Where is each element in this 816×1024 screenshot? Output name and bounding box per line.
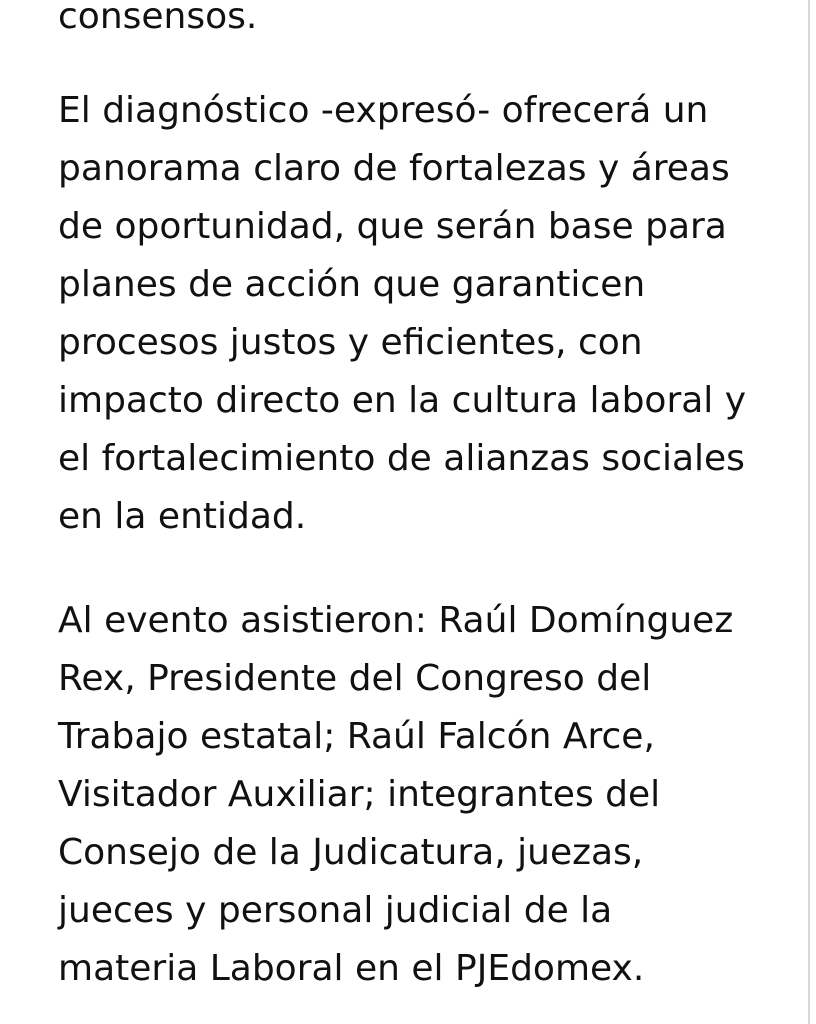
paragraph-line: Rex, Presidente del Congreso del — [58, 658, 652, 699]
paragraph-line: Al evento asistieron: Raúl Domínguez — [58, 600, 734, 641]
paragraph-line: materia Laboral en el PJEdomex. — [58, 948, 645, 989]
page-edge-divider — [808, 0, 810, 1024]
paragraph-line: consensos. — [58, 0, 258, 37]
paragraph-consensos — [58, 0, 257, 46]
paragraph-line: Consejo de la Judicatura, juezas, — [58, 832, 644, 873]
paragraph-line: planes de acción que garanticen — [58, 264, 646, 305]
paragraph-line: procesos justos y eficientes, con — [58, 322, 643, 363]
paragraph-line: El diagnóstico -expresó- ofrecerá un — [58, 90, 709, 131]
paragraph-line: impacto directo en la cultura laboral y — [58, 380, 747, 421]
paragraph-line: el fortalecimiento de alianzas sociales — [58, 438, 745, 479]
paragraph-line: en la entidad. — [58, 496, 307, 537]
paragraph-diagnostico — [58, 82, 746, 546]
paragraph-line: Visitador Auxiliar; integrantes del — [58, 774, 661, 815]
paragraph-line: panorama claro de fortalezas y áreas — [58, 148, 730, 189]
paragraph-line: de oportunidad, que serán base para — [58, 206, 727, 247]
paragraph-line: Trabajo estatal; Raúl Falcón Arce, — [58, 716, 655, 757]
paragraph-line: jueces y personal judicial de la — [58, 890, 613, 931]
paragraph-asistentes — [58, 592, 733, 998]
